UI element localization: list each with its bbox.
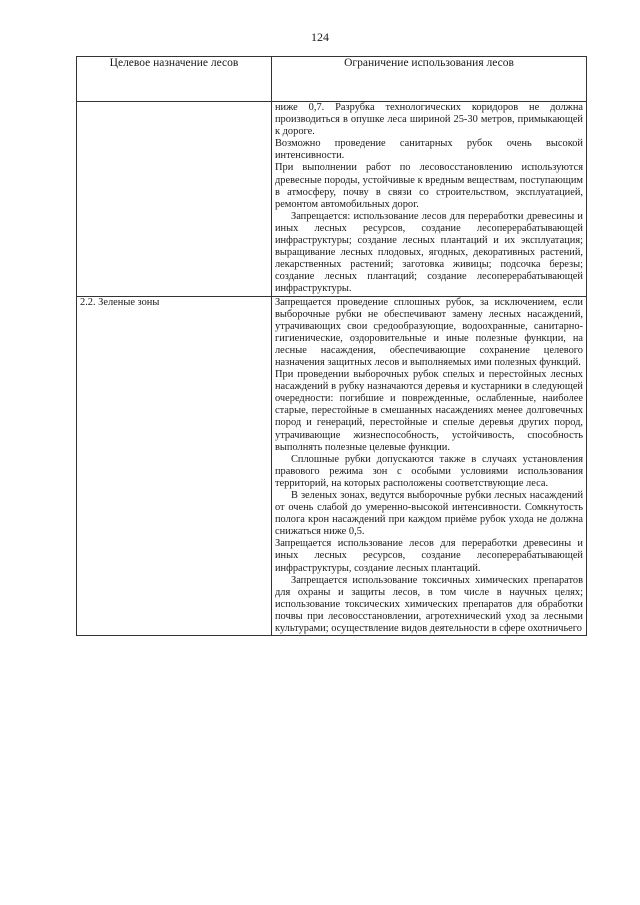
restriction-paragraph: В зеленых зонах, ведутся выборочные рубки лесных насаждений от очень слабой до умеренно-высокой интенсивности. Сомкнутость полога крон насаждений при каждом приёме рубок ухода не должна снижаться ниже 0,5.	[275, 490, 583, 538]
restriction-paragraph: При проведении выборочных рубок спелых и перестойных лесных насаждений в рубку назначаются деревья и кустарники в следующей очередности: погибшие и поврежденные, ослабленные, наиболее старые, перестойные в смешанных насаждениях менее долговечных пород и генераций, перестойные и спелые деревья других пород, утрачивающие жизнеспособность, устойчивость, способность выполнять полезные целевые функции.	[275, 369, 583, 453]
purpose-cell: 2.2. Зеленые зоны	[77, 296, 272, 636]
restriction-paragraph: При выполнении работ по лесовосстановлению используются древесные породы, устойчивые к вредным веществам, поступающим в атмосферу, почву в связи со строительством, эксплуатацией, ремонтом автомобильных дорог.	[275, 162, 583, 210]
header-restriction: Ограничение использования лесов	[272, 57, 587, 102]
purpose-cell	[77, 102, 272, 297]
header-purpose: Целевое назначение лесов	[77, 57, 272, 102]
table-header-row	[77, 57, 587, 102]
restriction-cell	[272, 296, 587, 636]
restriction-paragraph: Запрещается использование лесов для переработки древесины и иных лесных ресурсов, создание лесоперерабатывающей инфраструктуры, создание лесных плантаций.	[275, 538, 583, 574]
restriction-paragraph: Запрещается использование токсичных химических препаратов для охраны и защиты лесов, в том числе в научных целях; использование токсических химических препаратов для обработки почвы при лесовосстановлении, агротехнический уход за лесными культурами; осуществление видов деятельности в сфере охотничьего	[275, 574, 583, 635]
restriction-paragraph: ниже 0,7. Разрубка технологических коридоров не должна производиться в опушке леса шириной 25-30 метров, примыкающей к дороге.	[275, 102, 583, 138]
restriction-paragraph: Сплошные рубки допускаются также в случаях установления правового режима зон с особыми условиями использования территорий, на которых расположены соответствующие леса.	[275, 453, 583, 489]
restriction-paragraph: Возможно проведение санитарных рубок очень высокой интенсивности.	[275, 138, 583, 162]
forest-restrictions-table	[76, 56, 587, 636]
table-row	[77, 296, 587, 636]
restriction-cell	[272, 102, 587, 297]
restriction-paragraph: Запрещается: использование лесов для переработки древесины и иных лесных ресурсов, создание лесоперерабатывающей инфраструктуры; создание лесных плантаций и их эксплуатация; выращивание лесных плодовых, ягодных, декоративных растений, лекарственных растений; заготовка живицы; подсочка березы; создание лесных плантаций; создание лесоперерабатывающей инфраструктуры.	[275, 210, 583, 295]
restriction-paragraph: Запрещается проведение сплошных рубок, за исключением, если выборочные рубки не обеспечивают замену лесных насаждений, утрачивающих свои средообразующие, водоохранные, санитарно-гигиенические, оздоровительные и иные полезные функции, на лесные насаждения, обеспечивающие сохранение целевого назначения защитных лесов и выполняемых ими полезных функций.	[275, 296, 583, 368]
page-number: 124	[311, 30, 329, 44]
table-row	[77, 102, 587, 297]
